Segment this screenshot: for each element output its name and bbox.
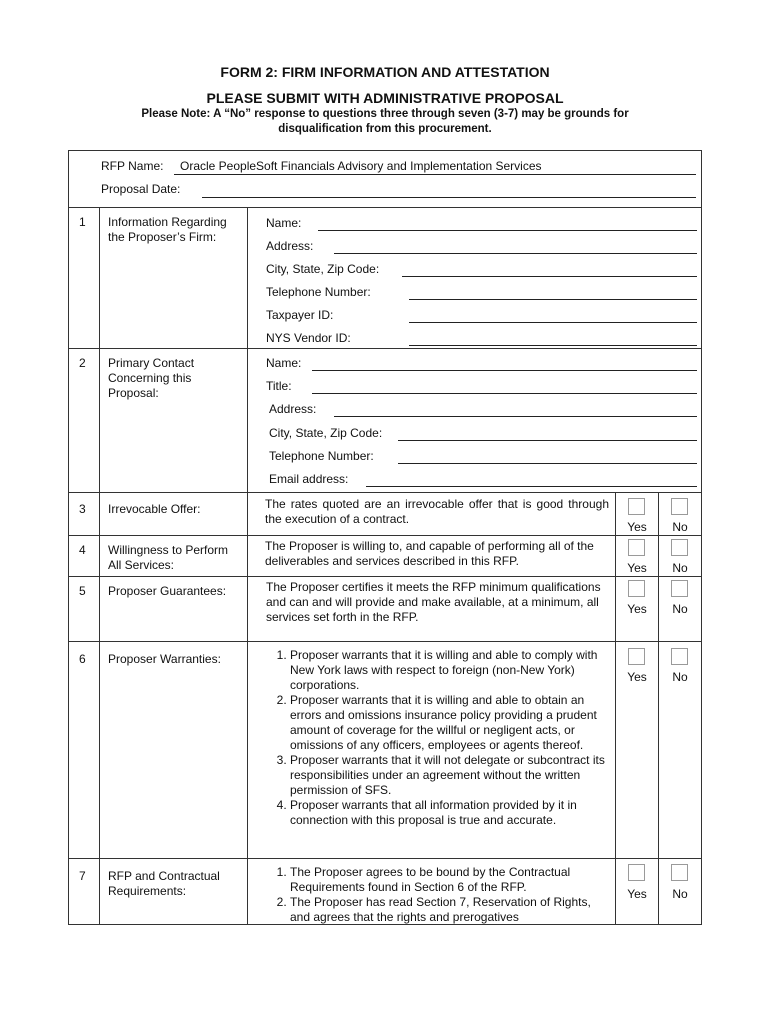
q3-yes-label: Yes bbox=[627, 520, 647, 534]
list-item: 4. Proposer warrants that all information provided by it in connection with this proposal is true and accurate. bbox=[290, 798, 612, 828]
contact-city-field[interactable] bbox=[398, 440, 697, 441]
row-number: 7 bbox=[79, 869, 86, 883]
irrevocable-offer-label: Irrevocable Offer: bbox=[108, 502, 201, 516]
taxpayer-id-field[interactable] bbox=[409, 322, 697, 323]
firm-info-label: Information Regarding the Proposer’s Firm: bbox=[108, 215, 227, 244]
contact-address-label: Address: bbox=[269, 402, 317, 416]
list-item: 2. The Proposer has read Section 7, Reservation of Rights, and agrees that the rights and prerogatives bbox=[290, 895, 612, 925]
firm-phone-label: Telephone Number: bbox=[266, 285, 371, 299]
rfp-name-label: RFP Name: bbox=[101, 159, 164, 173]
rfp-name-underline bbox=[174, 174, 696, 175]
q7-yes-checkbox[interactable] bbox=[628, 864, 645, 881]
willingness-text: The Proposer is willing to, and capable of performing all of the deliverables and services described in this RFP. bbox=[265, 539, 594, 568]
contractual-list bbox=[267, 865, 612, 925]
form-subtitle: PLEASE SUBMIT WITH ADMINISTRATIVE PROPOSAL bbox=[206, 90, 564, 106]
irrevocable-offer-text: The rates quoted are an irrevocable offer that is good through the execution of a contract. bbox=[265, 497, 609, 526]
row-number: 2 bbox=[79, 356, 86, 370]
contractual-label: RFP and Contractual Requirements: bbox=[108, 869, 220, 898]
q6-yes-label: Yes bbox=[627, 670, 647, 684]
q3-yes-checkbox[interactable] bbox=[628, 498, 645, 515]
q5-yes-checkbox[interactable] bbox=[628, 580, 645, 597]
vendor-id-field[interactable] bbox=[409, 345, 697, 346]
contact-email-field[interactable] bbox=[366, 486, 697, 487]
contact-title-label: Title: bbox=[266, 379, 292, 393]
rfp-name-value: Oracle PeopleSoft Financials Advisory and Implementation Services bbox=[180, 159, 542, 173]
primary-contact-label: Primary Contact Concerning this Proposal: bbox=[108, 356, 195, 400]
q5-no-label: No bbox=[672, 602, 688, 616]
contact-name-field[interactable] bbox=[312, 370, 697, 371]
guarantees-label: Proposer Guarantees: bbox=[108, 584, 227, 598]
contact-phone-label: Telephone Number: bbox=[269, 449, 374, 463]
q7-no-checkbox[interactable] bbox=[671, 864, 688, 881]
proposal-date-label: Proposal Date: bbox=[101, 182, 181, 196]
list-item: 3. Proposer warrants that it will not delegate or subcontract its responsibilities under an agreement without the written permission of SFS. bbox=[290, 753, 612, 798]
contact-phone-field[interactable] bbox=[398, 463, 697, 464]
disqualification-note: Please Note: A “No” response to questions three through seven (3-7) may be grounds for disqualification from this procurement. bbox=[141, 108, 629, 135]
form-title: FORM 2: FIRM INFORMATION AND ATTESTATION bbox=[220, 64, 550, 80]
row-number: 6 bbox=[79, 652, 86, 666]
firm-address-label: Address: bbox=[266, 239, 314, 253]
proposal-date-field[interactable] bbox=[202, 197, 696, 198]
list-item: 1. Proposer warrants that it is willing and able to comply with New York laws with respect to foreign (non-New York) corporations. bbox=[290, 648, 612, 693]
contact-email-label: Email address: bbox=[269, 472, 349, 486]
contact-name-label: Name: bbox=[266, 356, 302, 370]
q3-no-label: No bbox=[672, 520, 688, 534]
q5-no-checkbox[interactable] bbox=[671, 580, 688, 597]
q7-no-label: No bbox=[672, 887, 688, 901]
q4-yes-label: Yes bbox=[627, 561, 647, 575]
guarantees-text: The Proposer certifies it meets the RFP minimum qualifications and can and will provide and make available, at a minimum, all services set forth in the RFP. bbox=[266, 580, 601, 624]
taxpayer-id-label: Taxpayer ID: bbox=[266, 308, 334, 322]
row-number: 3 bbox=[79, 502, 86, 516]
firm-city-field[interactable] bbox=[402, 276, 697, 277]
vendor-id-label: NYS Vendor ID: bbox=[266, 331, 351, 345]
warranties-list bbox=[267, 648, 612, 828]
firm-city-label: City, State, Zip Code: bbox=[266, 262, 380, 276]
q6-no-checkbox[interactable] bbox=[671, 648, 688, 665]
contact-city-label: City, State, Zip Code: bbox=[269, 426, 383, 440]
q4-yes-checkbox[interactable] bbox=[628, 539, 645, 556]
contact-title-field[interactable] bbox=[312, 393, 697, 394]
firm-name-label: Name: bbox=[266, 216, 302, 230]
q4-no-checkbox[interactable] bbox=[671, 539, 688, 556]
firm-phone-field[interactable] bbox=[409, 299, 697, 300]
list-item: 1. The Proposer agrees to be bound by the Contractual Requirements found in Section 6 of the RFP. bbox=[290, 865, 612, 895]
warranties-label: Proposer Warranties: bbox=[108, 652, 221, 666]
list-item: 2. Proposer warrants that it is willing and able to obtain an errors and omissions insurance policy providing a prudent amount of coverage for the willful or negligent acts, or omissions of any officers, employees or agents thereof. bbox=[290, 693, 612, 753]
q4-no-label: No bbox=[672, 561, 688, 575]
q7-yes-label: Yes bbox=[627, 887, 647, 901]
willingness-label: Willingness to Perform All Services: bbox=[108, 543, 229, 572]
contact-address-field[interactable] bbox=[334, 416, 697, 417]
firm-address-field[interactable] bbox=[334, 253, 697, 254]
q5-yes-label: Yes bbox=[627, 602, 647, 616]
firm-name-field[interactable] bbox=[318, 230, 697, 231]
row-number: 5 bbox=[79, 584, 86, 598]
q6-no-label: No bbox=[672, 670, 688, 684]
q6-yes-checkbox[interactable] bbox=[628, 648, 645, 665]
row-number: 1 bbox=[79, 215, 86, 229]
row-number: 4 bbox=[79, 543, 86, 557]
q3-no-checkbox[interactable] bbox=[671, 498, 688, 515]
